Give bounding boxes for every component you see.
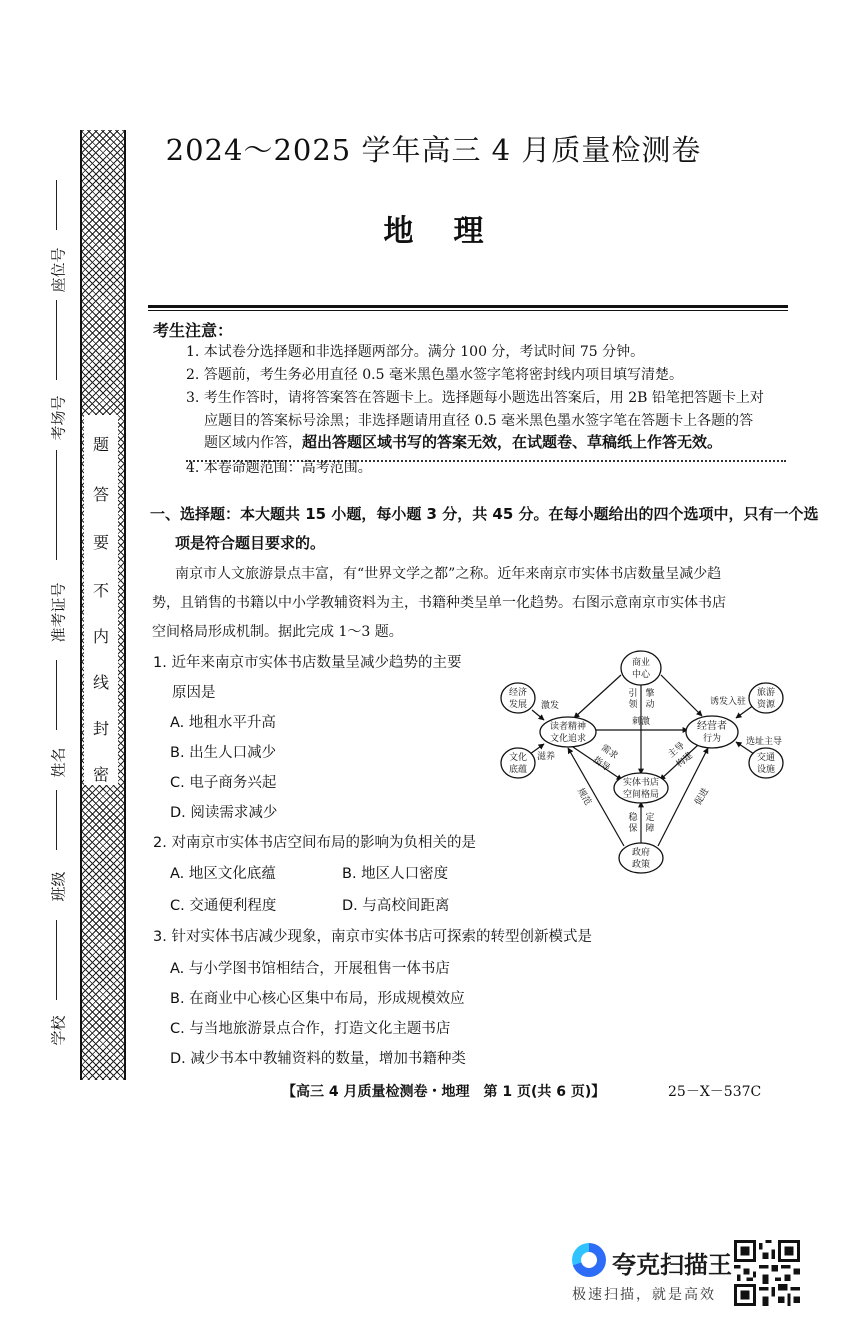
answer-option[interactable]: A. 与小学图书馆相结合，开展租售一体书店 [170, 961, 450, 977]
answer-option[interactable]: A. 地租水平升高 [170, 715, 276, 731]
seal-char: 密 [92, 765, 109, 784]
room-field-line [56, 300, 57, 380]
room-label: 考场号 [49, 395, 68, 441]
page-footer: 【高三 4 月质量检测卷・地理 第 1 页(共 6 页)】 [282, 1084, 606, 1100]
header-rule [148, 305, 788, 308]
header-rule-thin [148, 310, 788, 311]
edge-label: 主导 [666, 740, 687, 761]
node-label: 商业 [631, 658, 651, 668]
seal-char: 要 [92, 533, 109, 552]
diagram-nodes [501, 651, 783, 873]
passage-line: 南京市人文旅游景点丰富，有“世界文学之都”之称。近年来南京市实体书店数量呈减少趋 [175, 566, 722, 582]
node-label: 政府 [631, 848, 651, 858]
seal-char: 不 [92, 581, 109, 600]
notice-item: 4. 本卷命题范围：高考范围。 [186, 460, 372, 476]
node-label: 经营者 [697, 721, 727, 732]
scanner-logo-icon [572, 1243, 606, 1277]
node-label: 行为 [702, 734, 722, 744]
edge-label: 动 [645, 700, 655, 710]
node-label: 设施 [756, 765, 776, 775]
notice-item: 2. 答题前，考生务必用直径 0.5 毫米黑色墨水签字笔将密封线内项目填写清楚。 [186, 367, 683, 383]
node-label: 文化 [508, 753, 528, 763]
name-field-line [56, 660, 57, 730]
edge-label: 保 [628, 824, 638, 834]
edge-label: 障 [645, 824, 655, 834]
node-label: 政策 [631, 860, 651, 870]
exam-title: 2024～2025 学年高三 4 月质量检测卷 [165, 133, 702, 167]
answer-option[interactable]: C. 与当地旅游景点合作，打造文化主题书店 [170, 1021, 451, 1037]
answer-option[interactable]: B. 地区人口密度 [342, 866, 449, 882]
edge-label: 选址主导 [745, 737, 783, 747]
passage-line: 势，且销售的书籍以中小学教辅资料为主，书籍种类呈单一化趋势。右图示意南京市实体书店 [152, 595, 726, 611]
seat-label: 座位号 [49, 247, 68, 293]
answer-option[interactable]: C. 交通便利程度 [170, 898, 277, 914]
seal-char: 答 [92, 485, 109, 504]
answer-option[interactable]: A. 地区文化底蕴 [170, 866, 276, 882]
passage-line: 空间格局形成机制。据此完成 1～3 题。 [152, 624, 403, 640]
seal-char: 题 [92, 435, 109, 454]
subject-title: 地理 [383, 214, 524, 249]
class-field-line [56, 790, 57, 850]
node-label: 实体书店 [622, 778, 660, 788]
school-label: 学校 [49, 1015, 68, 1046]
question-stem: 2. 对南京市实体书店空间布局的影响为负相关的是 [153, 835, 476, 851]
notice-item-with-emphasis [204, 431, 722, 452]
notice-item: 1. 本试卷分选择题和非选择题两部分。满分 100 分，考试时间 75 分钟。 [186, 344, 645, 360]
notice-heading: 考生注意： [153, 321, 234, 340]
scanner-slogan: 极速扫描，就是高效 [572, 1287, 716, 1303]
school-field-line [56, 920, 57, 1000]
answer-option[interactable]: B. 在商业中心核心区集中布局，形成规模效应 [170, 991, 465, 1007]
section-heading: 一、选择题：本大题共 15 小题，每小题 3 分，共 45 分。在每小题给出的四个选项中，只有一个选 [150, 505, 819, 523]
edge-label: 激发 [540, 701, 560, 711]
node-label: 资源 [756, 700, 776, 710]
question-stem: 1. 近年来南京市实体书店数量呈减少趋势的主要 [153, 655, 462, 671]
node-label: 读者精神 [549, 722, 587, 732]
notice-item: 3. 考生作答时，请将答案答在答题卡上。选择题每小题选出答案后，用 2B 铅笔把答题卡上对 [186, 390, 764, 406]
node-label: 发展 [508, 700, 528, 710]
edge-label: 需求 [598, 743, 620, 762]
answer-option[interactable]: C. 电子商务兴起 [170, 775, 277, 791]
edge-label: 引 [628, 689, 638, 699]
edge-label: 领 [628, 700, 638, 710]
answer-option[interactable]: D. 与高校间距离 [342, 898, 450, 914]
node-label: 文化追求 [549, 734, 587, 744]
qr-code-icon [734, 1240, 800, 1306]
edge-label: 擎 [645, 689, 655, 699]
node-label: 经济 [508, 688, 528, 698]
ticket-field-line [56, 450, 57, 560]
node-label: 交通 [756, 753, 776, 763]
edge-label: 稳 [628, 813, 638, 823]
name-label: 姓名 [49, 747, 68, 778]
edge-label: 促进 [693, 786, 712, 808]
edge-label: 诱发入驻 [709, 697, 747, 707]
question-stem: 3. 针对实体书店减少现象，南京市实体书店可探索的转型创新模式是 [153, 929, 592, 945]
node-label: 空间格局 [622, 790, 660, 800]
edge-label: 定 [645, 813, 655, 823]
class-label: 班级 [49, 871, 68, 902]
section-heading-cont: 项是符合题目要求的。 [175, 534, 326, 552]
edge-label: 指导 [590, 755, 612, 774]
seal-char: 内 [92, 627, 109, 646]
node-label: 旅游 [756, 688, 776, 698]
edge-label: 构建 [674, 750, 695, 771]
answer-option[interactable]: B. 出生人口减少 [170, 745, 277, 761]
answer-option[interactable]: D. 减少书本中教辅资料的数量，增加书籍种类 [170, 1051, 466, 1067]
edge-label: 滋养 [536, 752, 556, 762]
seal-char: 封 [92, 719, 109, 738]
answer-option[interactable]: D. 阅读需求减少 [170, 805, 278, 821]
node-label: 底蕴 [508, 765, 528, 775]
bookstore-mechanism-diagram [496, 650, 796, 875]
node-label: 中心 [631, 670, 651, 680]
ticket-label: 准考证号 [49, 582, 68, 643]
notice-item: 应题目的答案标号涂黑；非选择题请用直径 0.5 毫米黑色墨水签字笔在答题卡上各题的答 [204, 413, 754, 429]
notice-emphasis: 超出答题区域书写的答案无效，在试题卷、草稿纸上作答无效。 [302, 433, 723, 451]
edge-label: 规范 [574, 786, 593, 808]
question-stem-cont: 原因是 [172, 685, 216, 701]
exam-code: 25－X－537C [668, 1084, 762, 1100]
scanner-brand: 夸克扫描王 [612, 1251, 732, 1279]
seal-char: 线 [92, 673, 109, 692]
edge-label: 刺激 [631, 717, 651, 727]
notice-item: 题区域内作答， [204, 435, 302, 451]
